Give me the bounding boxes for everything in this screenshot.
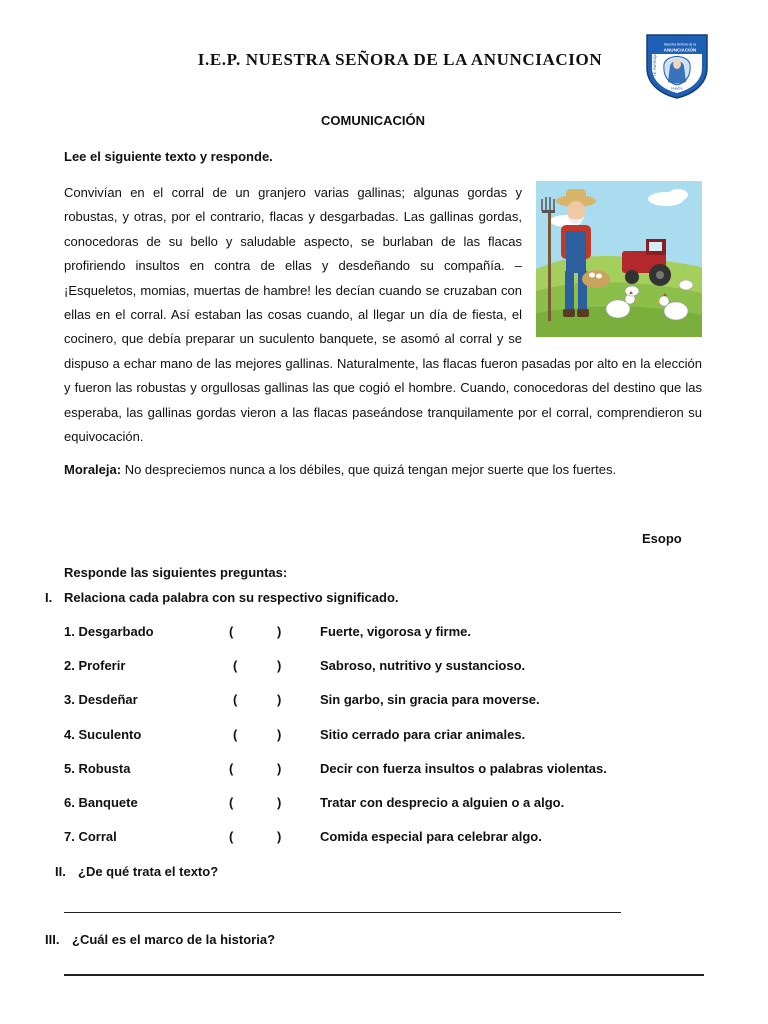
- matching-row: [0, 624, 768, 644]
- section-3-prompt: ¿Cuál es el marco de la historia?: [72, 932, 276, 947]
- match-definition: Sitio cerrado para criar animales.: [320, 727, 526, 742]
- match-definition: Fuerte, vigorosa y firme.: [320, 624, 471, 639]
- answer-blank-open[interactable]: (: [233, 658, 238, 673]
- moral-line: [64, 462, 704, 477]
- match-word: 2. Proferir: [64, 658, 126, 673]
- match-word: 7. Corral: [64, 829, 117, 844]
- farmer-with-chickens-illustration: [536, 181, 702, 337]
- logo-bottom-text: Huacho: [671, 86, 683, 91]
- section-1-number: I.: [45, 590, 53, 605]
- answer-line-section-3[interactable]: [64, 974, 704, 976]
- matching-row: [0, 761, 768, 781]
- section-3-number: III.: [45, 932, 60, 947]
- matching-row: [0, 829, 768, 849]
- match-word: 5. Robusta: [64, 761, 131, 776]
- moral-text: No despreciemos nunca a los débiles, que quizá tengan mejor suerte que los fuertes.: [121, 462, 617, 477]
- section-2-number: II.: [55, 864, 66, 879]
- matching-row: [0, 658, 768, 678]
- school-logo: [644, 32, 710, 100]
- story-author: Esopo: [642, 531, 682, 546]
- match-definition: Sin garbo, sin gracia para moverse.: [320, 692, 540, 707]
- logo-side-text: I.E. PARROQUIAL: [653, 47, 657, 76]
- school-title: I.E.P. NUESTRA SEÑORA DE LA ANUNCIACION: [197, 50, 603, 69]
- subject-heading: COMUNICACIÓN: [321, 113, 425, 128]
- story-text: Convivían en el corral de un granjero varias gallinas; algunas gordas y robustas, y otras, por el contrario, flacas y desgarbadas. Las gallinas gordas, conocedoras de su bello y saludable aspecto, se burlaban de las flacas profiriendo insultos en contra de ellas y desdeñando su compañía. – ¡Esqueletos, momias, muertas de hambre! les decían cuando se cruzaban con ellas en el corral. Así estaban las cosas cuando, al llegar un día de fiesta, el cocinero, que debía preparar un suculento banquete, se asomó al corral y se dispuso a echar mano de las mejores gallinas. Naturalmente, las flacas fueron pasadas por alto en la elección y fueron las robustas y orgullosas gallinas las que cogió el hombre. Cuando, conocedoras del destino que las esperaba, las gallinas gordas vieron a las flacas paseándose tranquilamente por el corral, comprendieron su equivocación.: [64, 185, 702, 445]
- answer-blank-close: ): [277, 829, 282, 844]
- answer-line-section-2[interactable]: [64, 912, 621, 913]
- match-word: 3. Desdeñar: [64, 692, 138, 707]
- answer-blank-open[interactable]: (: [229, 624, 234, 639]
- match-word: 4. Suculento: [64, 727, 142, 742]
- section-1-prompt: Relaciona cada palabra con su respectivo significado.: [64, 590, 399, 605]
- matching-row: [0, 795, 768, 815]
- match-definition: Comida especial para celebrar algo.: [320, 829, 542, 844]
- story-paragraph: [64, 181, 702, 449]
- answer-blank-close: ): [277, 795, 282, 810]
- match-word: 6. Banquete: [64, 795, 138, 810]
- match-definition: Decir con fuerza insultos o palabras violentas.: [320, 761, 607, 776]
- logo-main-text: ANUNCIACIÓN: [663, 47, 697, 53]
- matching-row: [0, 692, 768, 712]
- answer-blank-close: ): [277, 692, 282, 707]
- moral-label: Moraleja:: [64, 462, 122, 477]
- answer-blank-close: ): [277, 761, 282, 776]
- matching-row: [0, 727, 768, 747]
- answer-blank-open[interactable]: (: [229, 795, 234, 810]
- match-definition: Tratar con desprecio a alguien o a algo.: [320, 795, 565, 810]
- answer-blank-open[interactable]: (: [229, 829, 234, 844]
- match-definition: Sabroso, nutritivo y sustancioso.: [320, 658, 526, 673]
- section-2-prompt: ¿De qué trata el texto?: [78, 864, 219, 879]
- answer-blank-close: ): [277, 727, 282, 742]
- answer-blank-close: ): [277, 658, 282, 673]
- answer-blank-open[interactable]: (: [229, 761, 234, 776]
- match-word: 1. Desgarbado: [64, 624, 154, 639]
- answer-blank-open[interactable]: (: [233, 692, 238, 707]
- answer-blank-close: ): [277, 624, 282, 639]
- logo-top-text: Nuestra Señora de la: [663, 42, 697, 47]
- reading-instruction: Lee el siguiente texto y responde.: [64, 149, 273, 164]
- answer-blank-open[interactable]: (: [233, 727, 238, 742]
- questions-intro: Responde las siguientes preguntas:: [64, 565, 288, 580]
